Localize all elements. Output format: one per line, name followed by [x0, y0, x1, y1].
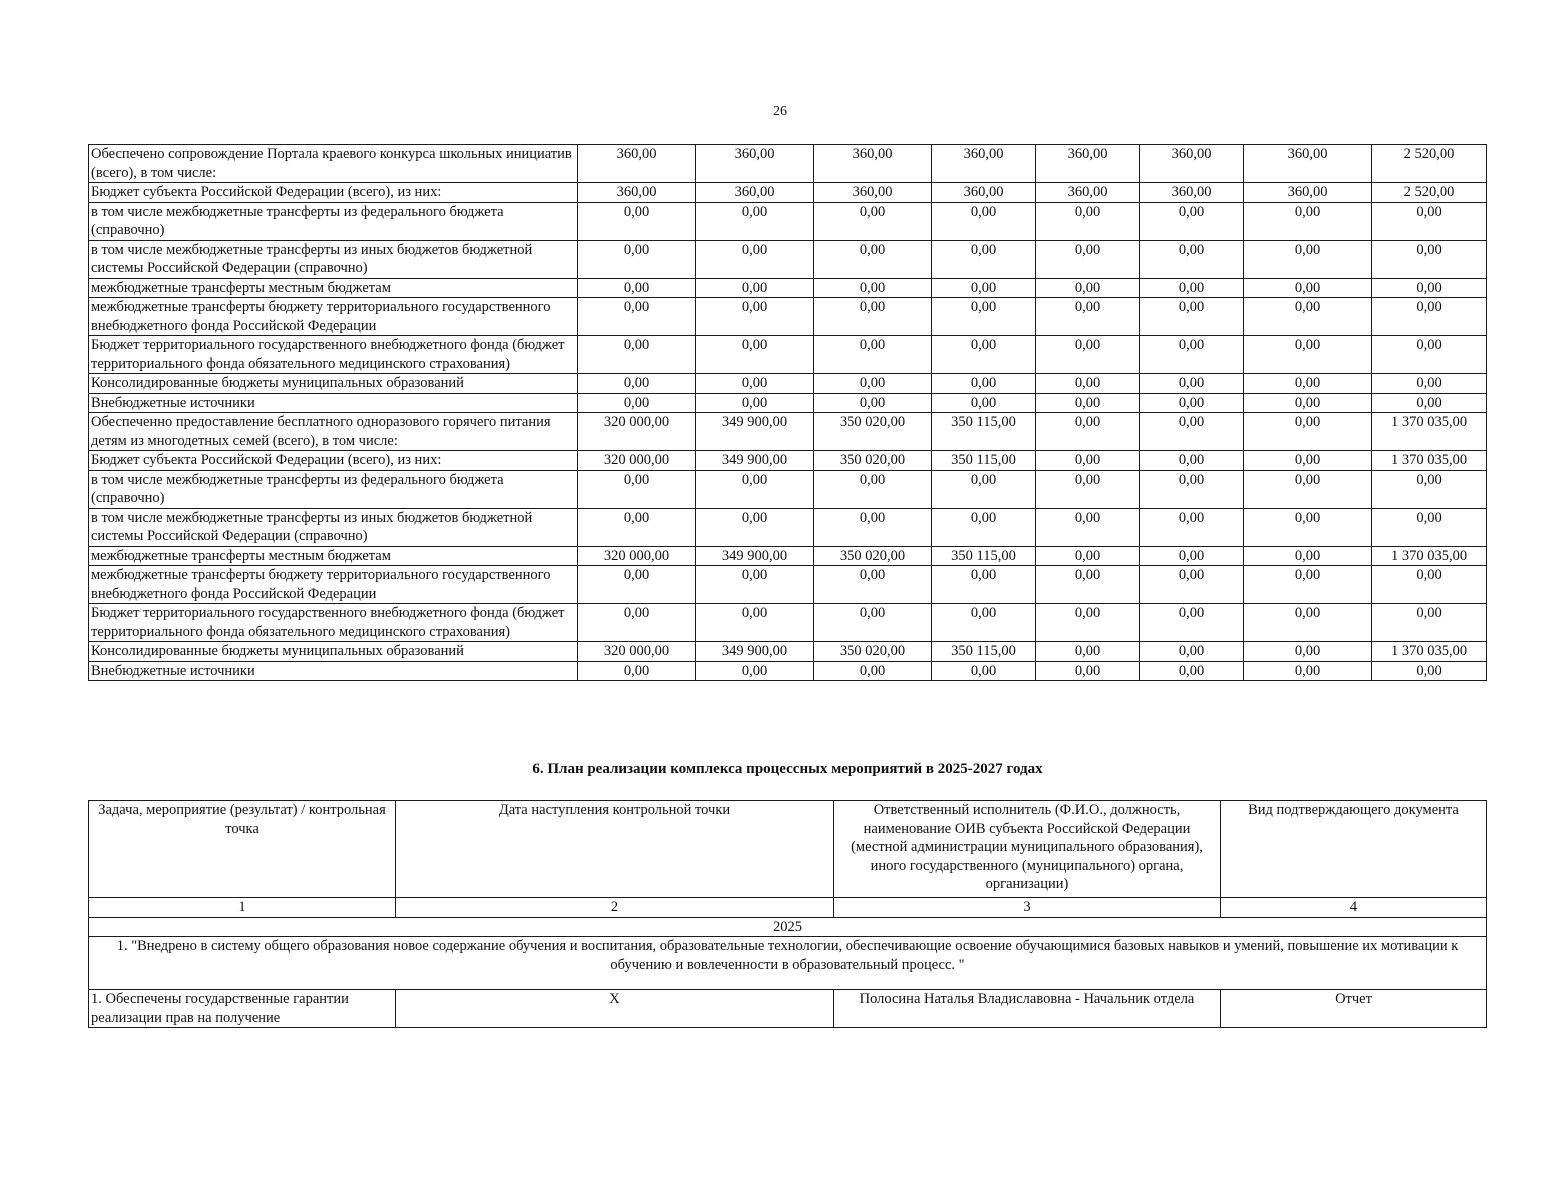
- budget-value-cell: 0,00: [1036, 336, 1140, 374]
- date-cell: Х: [396, 990, 834, 1028]
- budget-value-cell: 350 020,00: [814, 546, 932, 566]
- budget-value-cell: 0,00: [1140, 451, 1244, 471]
- budget-value-cell: 0,00: [1372, 566, 1487, 604]
- budget-value-cell: 0,00: [814, 298, 932, 336]
- budget-value-cell: 0,00: [814, 566, 932, 604]
- budget-value-cell: 0,00: [578, 202, 696, 240]
- budget-row-label: в том числе межбюджетные трансферты из федерального бюджета (справочно): [89, 470, 578, 508]
- budget-value-cell: 0,00: [1372, 470, 1487, 508]
- budget-row-label: Бюджет территориального государственного внебюджетного фонда (бюджет территориального фонда обязательного медицинского страхования): [89, 336, 578, 374]
- budget-value-cell: 360,00: [1036, 145, 1140, 183]
- budget-value-cell: 1 370 035,00: [1372, 413, 1487, 451]
- budget-row: [89, 470, 1487, 508]
- budget-value-cell: 0,00: [696, 470, 814, 508]
- budget-value-cell: 0,00: [578, 604, 696, 642]
- budget-value-cell: 0,00: [1372, 240, 1487, 278]
- budget-value-cell: 0,00: [1140, 298, 1244, 336]
- budget-value-cell: 0,00: [814, 202, 932, 240]
- budget-row-label: межбюджетные трансферты местным бюджетам: [89, 546, 578, 566]
- header-document: Вид подтверждающего документа: [1221, 801, 1487, 898]
- budget-value-cell: 0,00: [932, 470, 1036, 508]
- budget-value-cell: 0,00: [1140, 642, 1244, 662]
- event-cell: 1. Обеспечены государственные гарантии реализации прав на получение: [89, 990, 396, 1028]
- budget-value-cell: 0,00: [578, 661, 696, 681]
- budget-value-cell: 350 115,00: [932, 451, 1036, 471]
- budget-value-cell: 0,00: [1036, 642, 1140, 662]
- budget-value-cell: 350 115,00: [932, 642, 1036, 662]
- budget-value-cell: 0,00: [932, 202, 1036, 240]
- budget-value-cell: 0,00: [1140, 470, 1244, 508]
- budget-row-label: Консолидированные бюджеты муниципальных образований: [89, 642, 578, 662]
- budget-value-cell: 0,00: [1372, 374, 1487, 394]
- budget-value-cell: 0,00: [1140, 202, 1244, 240]
- year-cell: 2025: [89, 917, 1487, 937]
- budget-value-cell: 0,00: [1372, 604, 1487, 642]
- budget-value-cell: 350 115,00: [932, 413, 1036, 451]
- budget-value-cell: 0,00: [578, 470, 696, 508]
- budget-value-cell: 0,00: [1140, 508, 1244, 546]
- budget-value-cell: 0,00: [1140, 413, 1244, 451]
- column-number-row: [89, 898, 1487, 918]
- budget-row-label: межбюджетные трансферты бюджету территориального государственного внебюджетного фонда Российской Федерации: [89, 298, 578, 336]
- budget-value-cell: 0,00: [1036, 413, 1140, 451]
- budget-value-cell: 0,00: [578, 336, 696, 374]
- budget-value-cell: 320 000,00: [578, 451, 696, 471]
- budget-value-cell: 1 370 035,00: [1372, 451, 1487, 471]
- budget-value-cell: 0,00: [578, 566, 696, 604]
- budget-value-cell: 360,00: [1036, 183, 1140, 203]
- budget-value-cell: 0,00: [932, 240, 1036, 278]
- budget-row-label: Консолидированные бюджеты муниципальных образований: [89, 374, 578, 394]
- column-number: 1: [89, 898, 396, 918]
- budget-value-cell: 1 370 035,00: [1372, 546, 1487, 566]
- budget-value-cell: 0,00: [932, 661, 1036, 681]
- budget-value-cell: 0,00: [932, 566, 1036, 604]
- task-row: [89, 937, 1487, 990]
- header-responsible: Ответственный исполнитель (Ф.И.О., должность, наименование ОИВ субъекта Российской Федерации (местной администрации муниципального образования), иного государственного (муниципального) органа, организации): [834, 801, 1221, 898]
- budget-value-cell: 0,00: [696, 604, 814, 642]
- budget-value-cell: 0,00: [1036, 393, 1140, 413]
- budget-row-label: Обеспеченно предоставление бесплатного одноразового горячего питания детям из многодетных семей (всего), в том числе:: [89, 413, 578, 451]
- budget-value-cell: 0,00: [1036, 508, 1140, 546]
- budget-row: [89, 278, 1487, 298]
- plan-header-row: [89, 801, 1487, 898]
- section-title: 6. План реализации комплекса процессных мероприятий в 2025-2027 годах: [532, 761, 1043, 777]
- budget-value-cell: 1 370 035,00: [1372, 642, 1487, 662]
- budget-row: [89, 451, 1487, 471]
- budget-value-cell: 0,00: [1244, 642, 1372, 662]
- budget-row-label: Бюджет субъекта Российской Федерации (всего), из них:: [89, 183, 578, 203]
- budget-row-label: Обеспечено сопровождение Портала краевого конкурса школьных инициатив (всего), в том числе:: [89, 145, 578, 183]
- budget-value-cell: 0,00: [1244, 546, 1372, 566]
- budget-value-cell: 0,00: [1244, 413, 1372, 451]
- budget-row: [89, 566, 1487, 604]
- budget-value-cell: 0,00: [1244, 661, 1372, 681]
- budget-value-cell: 0,00: [814, 661, 932, 681]
- budget-value-cell: 0,00: [1140, 240, 1244, 278]
- budget-value-cell: 0,00: [814, 336, 932, 374]
- budget-row-label: межбюджетные трансферты местным бюджетам: [89, 278, 578, 298]
- budget-value-cell: 0,00: [1140, 566, 1244, 604]
- budget-row: [89, 393, 1487, 413]
- budget-value-cell: 0,00: [696, 278, 814, 298]
- budget-row: [89, 202, 1487, 240]
- budget-value-cell: 0,00: [696, 661, 814, 681]
- budget-row: [89, 374, 1487, 394]
- budget-value-cell: 0,00: [1244, 470, 1372, 508]
- budget-value-cell: 0,00: [814, 604, 932, 642]
- page-number: 26: [773, 104, 787, 119]
- budget-value-cell: 0,00: [1244, 604, 1372, 642]
- budget-row: [89, 183, 1487, 203]
- budget-row-label: в том числе межбюджетные трансферты из иных бюджетов бюджетной системы Российской Федерации (справочно): [89, 508, 578, 546]
- budget-value-cell: 0,00: [1140, 393, 1244, 413]
- budget-row: [89, 642, 1487, 662]
- budget-value-cell: 0,00: [1036, 470, 1140, 508]
- budget-value-cell: 0,00: [1372, 278, 1487, 298]
- budget-row-label: Внебюджетные источники: [89, 393, 578, 413]
- budget-value-cell: 360,00: [1140, 145, 1244, 183]
- budget-value-cell: 0,00: [1372, 508, 1487, 546]
- column-number: 2: [396, 898, 834, 918]
- document-cell: Отчет: [1221, 990, 1487, 1028]
- header-date: Дата наступления контрольной точки: [396, 801, 834, 898]
- budget-value-cell: 0,00: [1244, 374, 1372, 394]
- budget-value-cell: 0,00: [814, 393, 932, 413]
- budget-value-cell: 0,00: [1244, 278, 1372, 298]
- budget-value-cell: 0,00: [578, 393, 696, 413]
- budget-value-cell: 0,00: [578, 240, 696, 278]
- budget-value-cell: 0,00: [696, 508, 814, 546]
- budget-value-cell: 320 000,00: [578, 413, 696, 451]
- budget-value-cell: 0,00: [696, 566, 814, 604]
- budget-row-label: Бюджет территориального государственного внебюджетного фонда (бюджет территориального фонда обязательного медицинского страхования): [89, 604, 578, 642]
- budget-value-cell: 2 520,00: [1372, 145, 1487, 183]
- budget-value-cell: 0,00: [932, 604, 1036, 642]
- budget-value-cell: 0,00: [578, 374, 696, 394]
- budget-value-cell: 360,00: [1244, 145, 1372, 183]
- budget-value-cell: 0,00: [1244, 240, 1372, 278]
- budget-value-cell: 0,00: [814, 470, 932, 508]
- budget-table: [88, 144, 1487, 681]
- budget-value-cell: 0,00: [1036, 566, 1140, 604]
- budget-value-cell: 349 900,00: [696, 451, 814, 471]
- budget-value-cell: 0,00: [1372, 661, 1487, 681]
- budget-value-cell: 360,00: [1140, 183, 1244, 203]
- budget-value-cell: 320 000,00: [578, 546, 696, 566]
- budget-row-label: в том числе межбюджетные трансферты из федерального бюджета (справочно): [89, 202, 578, 240]
- task-cell: 1. "Внедрено в систему общего образования новое содержание обучения и воспитания, образовательные технологии, обеспечивающие освоение обучающимися базовых навыков и умений, повышение их мотивации к обучению и вовлеченности в образовательный процесс. ": [89, 937, 1487, 990]
- budget-row-label: Внебюджетные источники: [89, 661, 578, 681]
- budget-row: [89, 145, 1487, 183]
- budget-row-label: в том числе межбюджетные трансферты из иных бюджетов бюджетной системы Российской Федерации (справочно): [89, 240, 578, 278]
- budget-value-cell: 0,00: [1244, 451, 1372, 471]
- budget-row: [89, 298, 1487, 336]
- budget-value-cell: 0,00: [1140, 604, 1244, 642]
- budget-value-cell: 349 900,00: [696, 546, 814, 566]
- budget-value-cell: 0,00: [1036, 240, 1140, 278]
- budget-value-cell: 0,00: [1036, 374, 1140, 394]
- budget-value-cell: 0,00: [814, 278, 932, 298]
- budget-row: [89, 661, 1487, 681]
- budget-value-cell: 0,00: [1036, 661, 1140, 681]
- budget-value-cell: 0,00: [696, 393, 814, 413]
- budget-value-cell: 0,00: [814, 508, 932, 546]
- budget-value-cell: 0,00: [696, 336, 814, 374]
- budget-value-cell: 360,00: [814, 145, 932, 183]
- budget-value-cell: 0,00: [1140, 278, 1244, 298]
- budget-row: [89, 240, 1487, 278]
- budget-value-cell: 0,00: [696, 374, 814, 394]
- budget-value-cell: 0,00: [1140, 546, 1244, 566]
- column-number: 4: [1221, 898, 1487, 918]
- budget-value-cell: 0,00: [1244, 508, 1372, 546]
- header-task: Задача, мероприятие (результат) / контрольная точка: [89, 801, 396, 898]
- budget-value-cell: 0,00: [1372, 393, 1487, 413]
- budget-value-cell: 0,00: [578, 278, 696, 298]
- budget-value-cell: 0,00: [1036, 546, 1140, 566]
- budget-row: [89, 413, 1487, 451]
- budget-value-cell: 0,00: [1036, 604, 1140, 642]
- budget-value-cell: 0,00: [1140, 374, 1244, 394]
- budget-value-cell: 0,00: [932, 508, 1036, 546]
- budget-value-cell: 0,00: [814, 374, 932, 394]
- budget-value-cell: 0,00: [1372, 336, 1487, 374]
- budget-row: [89, 336, 1487, 374]
- budget-value-cell: 350 020,00: [814, 642, 932, 662]
- budget-value-cell: 0,00: [1244, 202, 1372, 240]
- year-row: [89, 917, 1487, 937]
- budget-value-cell: 0,00: [1036, 298, 1140, 336]
- budget-value-cell: 0,00: [814, 240, 932, 278]
- budget-row-label: межбюджетные трансферты бюджету территориального государственного внебюджетного фонда Российской Федерации: [89, 566, 578, 604]
- plan-table: [88, 800, 1487, 1028]
- responsible-cell: Полосина Наталья Владиславовна - Начальник отдела: [834, 990, 1221, 1028]
- budget-value-cell: 350 020,00: [814, 413, 932, 451]
- budget-value-cell: 0,00: [696, 202, 814, 240]
- budget-value-cell: 0,00: [1244, 393, 1372, 413]
- budget-value-cell: 360,00: [578, 183, 696, 203]
- budget-value-cell: 0,00: [696, 298, 814, 336]
- budget-value-cell: 0,00: [1036, 278, 1140, 298]
- budget-value-cell: 0,00: [932, 298, 1036, 336]
- budget-value-cell: 350 115,00: [932, 546, 1036, 566]
- budget-value-cell: 360,00: [578, 145, 696, 183]
- budget-value-cell: 0,00: [1140, 661, 1244, 681]
- budget-value-cell: 0,00: [1244, 336, 1372, 374]
- budget-value-cell: 0,00: [578, 298, 696, 336]
- event-row: [89, 990, 1487, 1028]
- budget-value-cell: 0,00: [1372, 202, 1487, 240]
- budget-value-cell: 350 020,00: [814, 451, 932, 471]
- budget-value-cell: 360,00: [814, 183, 932, 203]
- budget-value-cell: 360,00: [696, 183, 814, 203]
- budget-value-cell: 360,00: [932, 145, 1036, 183]
- budget-value-cell: 0,00: [932, 336, 1036, 374]
- budget-value-cell: 349 900,00: [696, 413, 814, 451]
- budget-value-cell: 0,00: [932, 374, 1036, 394]
- budget-value-cell: 360,00: [696, 145, 814, 183]
- budget-value-cell: 0,00: [932, 278, 1036, 298]
- budget-row-label: Бюджет субъекта Российской Федерации (всего), из них:: [89, 451, 578, 471]
- budget-value-cell: 0,00: [1244, 566, 1372, 604]
- budget-value-cell: 0,00: [696, 240, 814, 278]
- budget-value-cell: 0,00: [1036, 451, 1140, 471]
- budget-value-cell: 320 000,00: [578, 642, 696, 662]
- budget-value-cell: 2 520,00: [1372, 183, 1487, 203]
- budget-value-cell: 360,00: [1244, 183, 1372, 203]
- budget-row: [89, 508, 1487, 546]
- column-number: 3: [834, 898, 1221, 918]
- budget-value-cell: 0,00: [578, 508, 696, 546]
- budget-value-cell: 0,00: [1140, 336, 1244, 374]
- budget-value-cell: 360,00: [932, 183, 1036, 203]
- budget-row: [89, 546, 1487, 566]
- budget-row: [89, 604, 1487, 642]
- budget-value-cell: 0,00: [1372, 298, 1487, 336]
- budget-value-cell: 0,00: [1244, 298, 1372, 336]
- budget-value-cell: 0,00: [1036, 202, 1140, 240]
- budget-value-cell: 349 900,00: [696, 642, 814, 662]
- budget-value-cell: 0,00: [932, 393, 1036, 413]
